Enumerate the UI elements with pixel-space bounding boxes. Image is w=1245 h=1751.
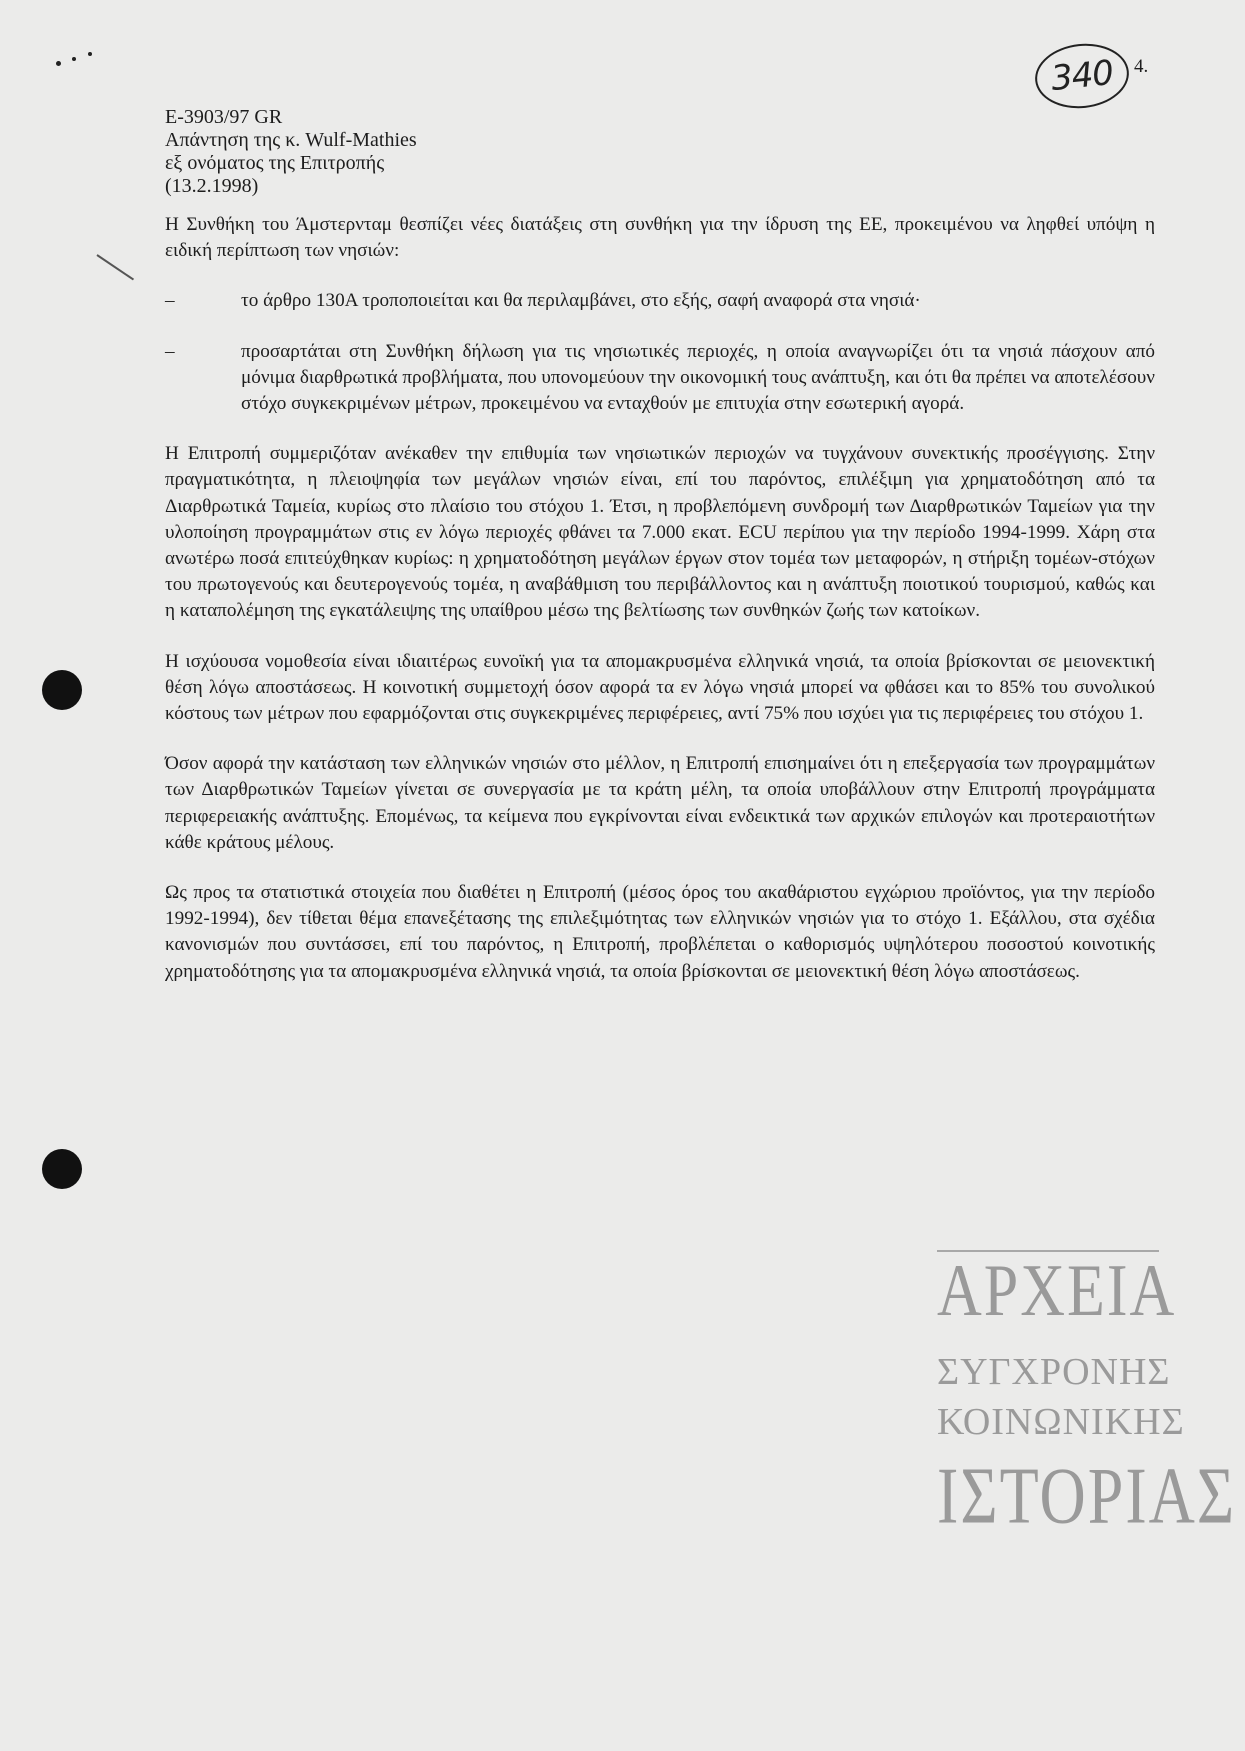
paragraph: Όσον αφορά την κατάσταση των ελληνικών νησιών στο μέλλον, η Επιτροπή επισημαίνει ότι η επεξεργασία των προγραμμάτων των Διαρθρωτικών Ταμείων γίνεται σε συνεργασία με τα κράτη μέλη, τα οποία υποβάλλουν στην Επιτροπή προγράμματα περιφερειακής ανάπτυξης. Επομένως, τα κείμενα που εγκρίνονται είναι ενδεικτικά των αρχικών επιλογών και προτεραιοτήτων κάθε κράτους μέλους. — [165, 753, 1155, 853]
archive-watermark-stamp — [937, 1250, 1237, 1555]
document-header — [165, 106, 417, 198]
punch-hole-bottom — [42, 1149, 82, 1189]
handwritten-page-stamp: 340 — [1032, 39, 1132, 112]
dash-marker: – — [165, 340, 175, 362]
paragraph: Η Συνθήκη του Άμστερνταμ θεσπίζει νέες διατάξεις στη συνθήκη για την ίδρυση της ΕΕ, προκειμένου να ληφθεί υπόψη η ειδική περίπτωση των νησιών: — [165, 214, 1155, 262]
stamp-line-contemporary: ΣΥΓΧΡΟΝΗΣ — [937, 1351, 1171, 1393]
document-body — [165, 212, 1155, 1009]
paragraph: Η Επιτροπή συμμεριζόταν ανέκαθεν την επιθυμία των νησιωτικών περιοχών να τυγχάνουν συνεκτικής προσέγγισης. Στην πραγματικότητα, η πλειοψηφία των μεγάλων νησιών είναι, επί του παρόντος, επιλέξιμη για χρηματοδότηση από τα Διαρθρωτικά Ταμεία, κυρίως στο πλαίσιο του στόχου 1. Έτσι, η προβλεπόμενη συνδρομή των Διαρθρωτικών Ταμείων για την υλοποίηση προγραμμάτων στις εν λόγω περιοχές φθάνει τα 7.000 εκατ. ECU περίπου για την περίοδο 1994-1999. Χάρη στα ανωτέρω ποσά επιτεύχθηκαν κυρίως: η χρηματοδότηση μεγάλων έργων στον τομέα των μεταφορών, η στήριξη τομέων-στόχων του πρωτογενούς και δευτερογενούς τομέα, η αναβάθμιση του περιβάλλοντος και η ανάπτυξη ποιοτικού τουρισμού, καθώς και η καταπολέμηση της εγκατάλειψης της υπαίθρου μέσω της βελτίωσης των συνθηκών ζωής των κατοίκων. — [165, 443, 1155, 622]
page-number: 4. — [1134, 56, 1149, 77]
stamp-line-history: ΙΣΤΟΡΙΑΣ — [937, 1451, 1237, 1540]
bullet-text: προσαρτάται στη Συνθήκη δήλωση για τις νησιωτικές περιοχές, η οποία αναγνωρίζει ότι τα νησιά πάσχουν από μόνιμα διαρθρωτικά προβλήματα, που υπονομεύουν την οικονομική τους ανάπτυξη, και ότι θα πρέπει να αποτελέσουν στόχο συγκεκριμένων μέτρων, προκειμένου να ενταχθούν με επιτυχία στην εσωτερική αγορά. — [241, 340, 1155, 415]
pencil-mark — [96, 254, 134, 280]
stamp-line-archives: ΑΡΧΕΙΑ — [937, 1250, 1177, 1332]
paragraph: Η ισχύουσα νομοθεσία είναι ιδιαιτέρως ευνοϊκή για τα απομακρυσμένα ελληνικά νησιά, τα οποία βρίσκονται σε μειονεκτική θέση λόγω αποστάσεως. Η κοινοτική συμμετοχή όσον αφορά τα εν λόγω νησιά μπορεί να φθάσει και το 85% του συνολικού κόστους των μέτρων που εφαρμόζονται στις συγκεκριμένες περιφέρειες, αντί 75% που ισχύει για τις περιφέρειες του στόχου 1. — [165, 650, 1155, 725]
stamp-line-social: ΚΟΙΝΩΝΙΚΗΣ — [937, 1401, 1185, 1443]
bullet-item — [165, 288, 1155, 314]
bullet-text: το άρθρο 130Α τροποποιείται και θα περιλαμβάνει, στο εξής, σαφή αναφορά στα νησιά· — [241, 290, 921, 312]
scan-speck — [56, 61, 61, 66]
reference-number: E-3903/97 GR — [165, 106, 283, 128]
punch-hole-top — [42, 670, 82, 710]
on-behalf-line: εξ ονόματος της Επιτροπής — [165, 152, 385, 174]
scan-speck — [72, 57, 76, 61]
scan-speck — [88, 52, 92, 56]
answer-date: (13.2.1998) — [165, 175, 259, 197]
answer-author: Απάντηση της κ. Wulf-Mathies — [165, 129, 417, 151]
dash-marker: – — [165, 290, 175, 312]
bullet-item — [165, 339, 1155, 418]
paragraph: Ως προς τα στατιστικά στοιχεία που διαθέτει η Επιτροπή (μέσος όρος του ακαθάριστου εγχώριου προϊόντος, για την περίοδο 1992-1994), δεν τίθεται θέμα επανεξέτασης της επιλεξιμότητας των ελληνικών νησιών για το στόχο 1. Εξάλλου, στα σχέδια κανονισμών που συντάσσει, επί του παρόντος, η Επιτροπή, προβλέπεται ο καθορισμός υψηλότερου ποσοστού κοινοτικής χρηματοδότησης για τα απομακρυσμένα ελληνικά νησιά, τα οποία βρίσκονται σε μειονεκτική θέση λόγω αποστάσεως. — [165, 882, 1155, 982]
